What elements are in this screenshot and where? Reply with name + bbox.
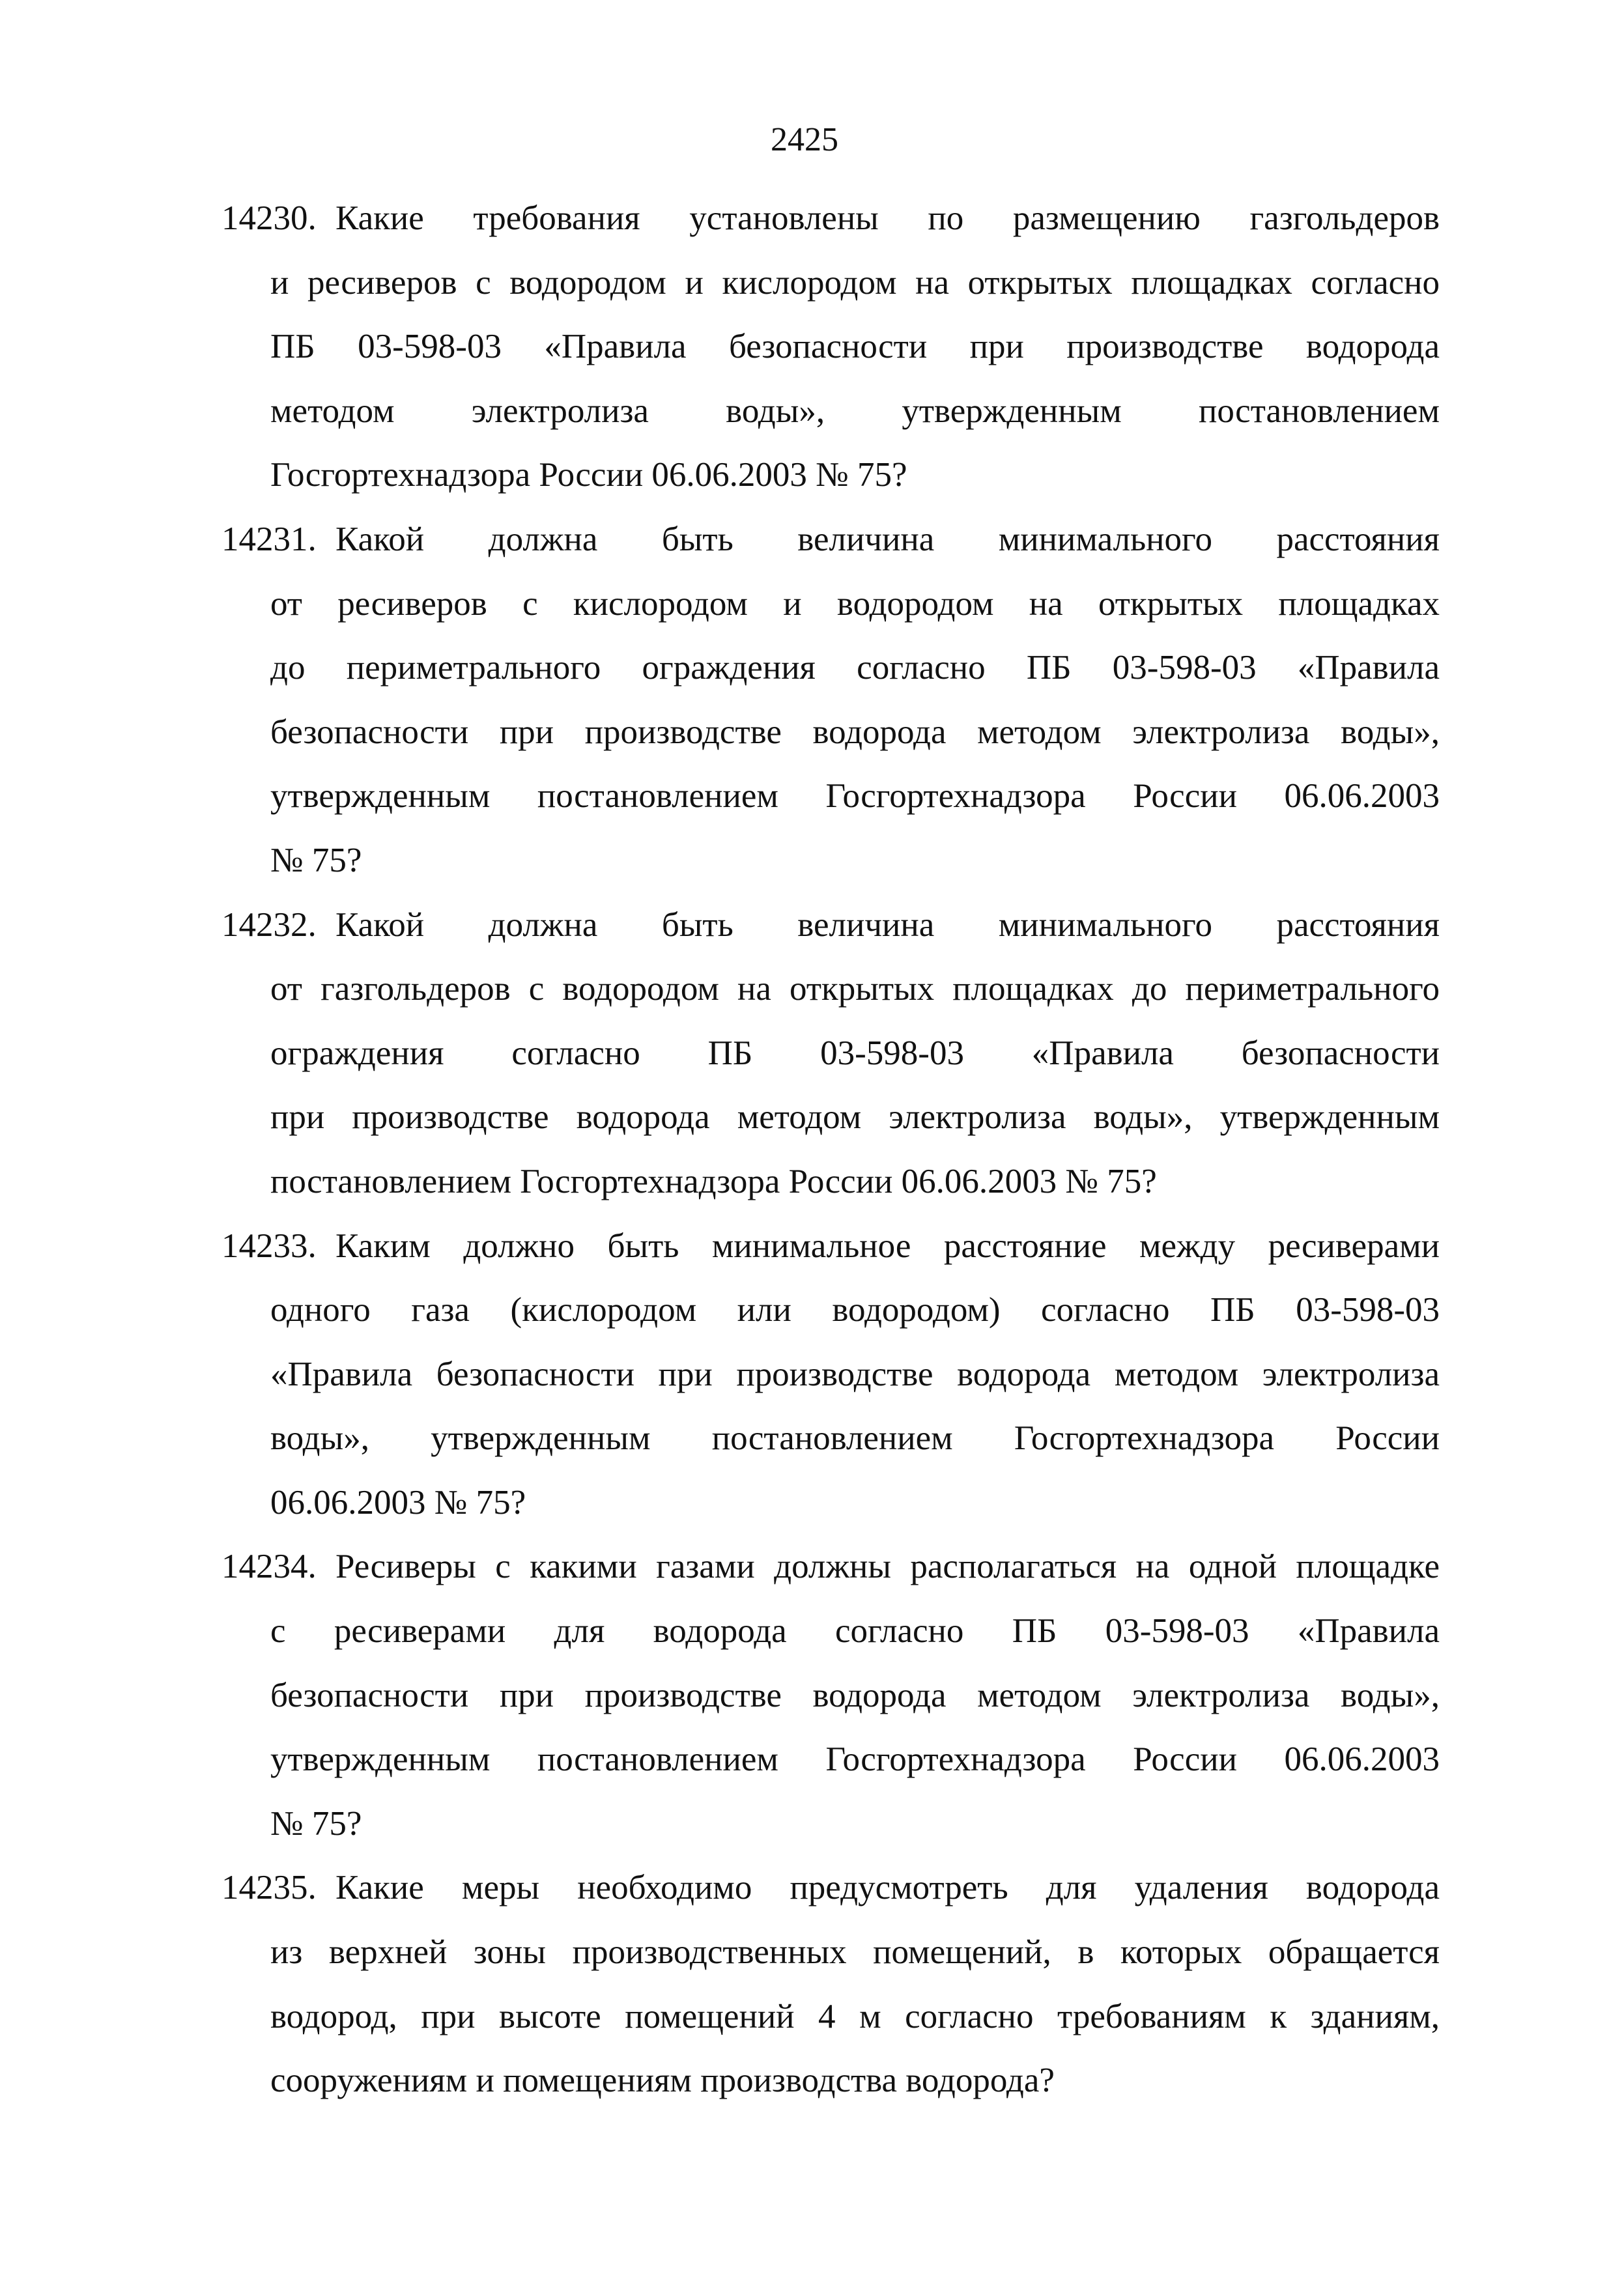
question-line (0, 1599, 1624, 1664)
question-number: 14235. (221, 1869, 317, 1907)
question-line (0, 443, 1624, 507)
question-line (0, 1856, 1624, 1920)
question-line (0, 1792, 1624, 1856)
question-line (0, 1727, 1624, 1792)
question-line (0, 315, 1624, 379)
question-line (0, 1214, 1624, 1279)
question-text: ПБ 03-598-03 «Правила безопасности при производстве водорода (270, 328, 1440, 366)
question-line (0, 893, 1624, 957)
question-text: Какие меры необходимо предусмотреть для удаления водорода (335, 1869, 1440, 1907)
question-text: и ресиверов с водородом и кислородом на открытых площадках согласно (270, 263, 1440, 302)
question-number: 14231. (221, 520, 317, 558)
question-line (0, 764, 1624, 829)
question-text: до периметрального ограждения согласно ПБ 03-598-03 «Правила (270, 649, 1440, 687)
question-line (0, 1406, 1624, 1471)
question-line (0, 1342, 1624, 1407)
question-text: утвержденным постановлением Госгортехнадзора России 06.06.2003 (270, 1740, 1440, 1779)
question-line (0, 636, 1624, 700)
question-text: безопасности при производстве водорода методом электролиза воды», (270, 1676, 1440, 1714)
question-line (0, 186, 1624, 251)
question-text: при производстве водорода методом электролиза воды», утвержденным (270, 1098, 1440, 1137)
question-line (0, 700, 1624, 765)
question-line (0, 1150, 1624, 1214)
question-text: Ресиверы с какими газами должны располагаться на одной площадке (335, 1548, 1440, 1586)
question-text: от ресиверов с кислородом и водородом на открытых площадках (270, 584, 1440, 623)
question-text: воды», утвержденным постановлением Госгортехнадзора России (270, 1419, 1440, 1458)
question-line (0, 572, 1624, 636)
question-text: ограждения согласно ПБ 03-598-03 «Правила безопасности (270, 1034, 1440, 1072)
question-line (0, 1664, 1624, 1728)
question-line (0, 1985, 1624, 2049)
question-text: № 75? (270, 841, 362, 879)
question-text: Каким должно быть минимальное расстояние между ресиверами (335, 1226, 1440, 1265)
question-line (0, 1278, 1624, 1342)
question-text: № 75? (270, 1804, 362, 1843)
question-text: Госгортехнадзора России 06.06.2003 № 75? (270, 456, 907, 494)
question-line (0, 1920, 1624, 1985)
question-number: 14234. (221, 1548, 317, 1586)
question-text: Какие требования установлены по размещению газгольдеров (335, 199, 1440, 237)
question-text: сооружениям и помещениям производства водорода? (270, 2062, 1055, 2100)
question-text: от газгольдеров с водородом на открытых площадках до периметрального (270, 970, 1440, 1008)
question-line (0, 379, 1624, 444)
question-line (0, 1021, 1624, 1086)
question-line (0, 829, 1624, 893)
question-text: с ресиверами для водорода согласно ПБ 03-598-03 «Правила (270, 1612, 1440, 1651)
question-text: «Правила безопасности при производстве водорода методом электролиза (270, 1355, 1440, 1393)
question-text: Какой должна быть величина минимального расстояния (335, 520, 1440, 558)
question-text: безопасности при производстве водорода методом электролиза воды», (270, 713, 1440, 751)
question-text: 06.06.2003 № 75? (270, 1483, 526, 1522)
question-list (0, 186, 1624, 2113)
question-text: одного газа (кислородом или водородом) согласно ПБ 03-598-03 (270, 1291, 1440, 1329)
question-line (0, 957, 1624, 1021)
question-text: Какой должна быть величина минимального расстояния (335, 905, 1440, 944)
page-number: 2425 (771, 121, 838, 158)
question-text: методом электролиза воды», утвержденным постановлением (270, 391, 1440, 430)
question-number: 14232. (221, 905, 317, 944)
question-number: 14233. (221, 1226, 317, 1265)
question-line (0, 251, 1624, 315)
question-line (0, 2048, 1624, 2113)
question-text: утвержденным постановлением Госгортехнадзора России 06.06.2003 (270, 777, 1440, 815)
question-line (0, 1535, 1624, 1599)
question-text: из верхней зоны производственных помещений, в которых обращается (270, 1933, 1440, 1972)
question-line (0, 1085, 1624, 1150)
question-line (0, 507, 1624, 572)
question-line (0, 1471, 1624, 1535)
question-text: постановлением Госгортехнадзора России 06.06.2003 № 75? (270, 1162, 1157, 1200)
question-number: 14230. (221, 199, 317, 237)
question-text: водород, при высоте помещений 4 м согласно требованиям к зданиям, (270, 1997, 1440, 2035)
